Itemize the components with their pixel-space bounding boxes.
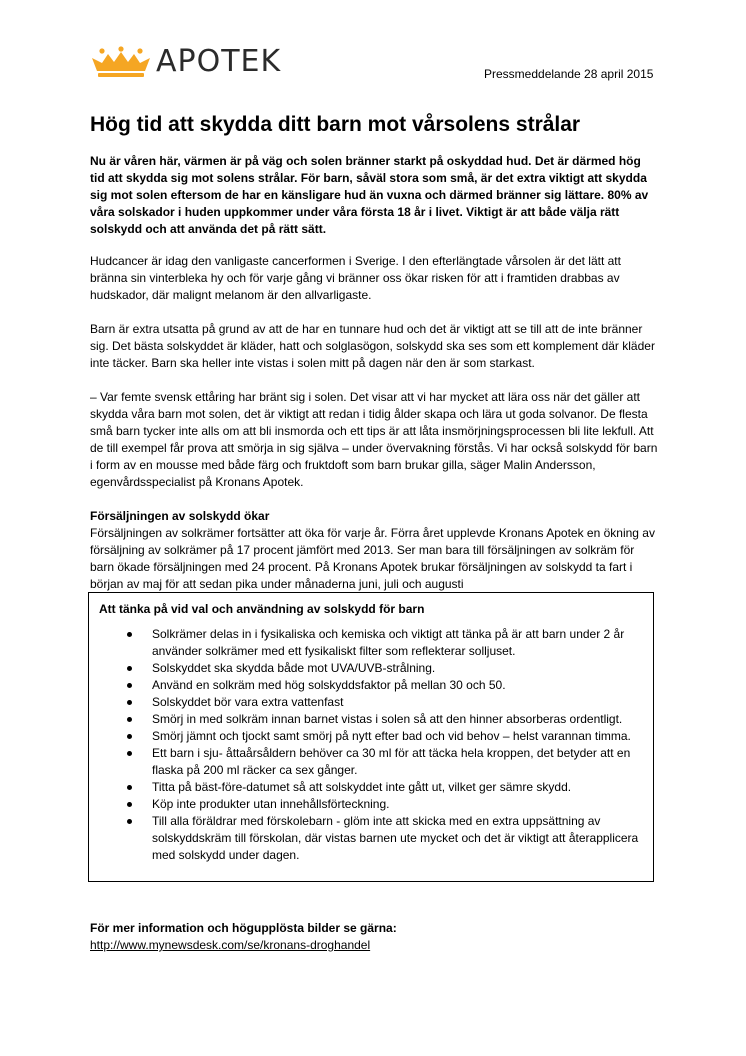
mynewsdesk-link[interactable]: http://www.mynewsdesk.com/se/kronans-droghandel	[90, 938, 371, 952]
list-item: Smörj in med solkräm innan barnet vistas i solen så att den hinner absorberas ordentligt.	[152, 711, 643, 728]
more-info-label: För mer information och högupplösta bilder se gärna:	[90, 921, 397, 935]
sales-paragraph: Försäljningen av solkrämer fortsätter att öka för varje år. Förra året upplevde Kronans Apotek en ökning av försäljning av solkrämer på 17 procent jämfört med 2013. Ser man bara till försäljningen av solkräm för barn ökade försäljningen med 24 procent. På Kronans Apotek brukar försäljningen av solskydd ta fart i början av maj för att sedan pika under månaderna juni, juli och augusti	[90, 526, 655, 591]
tips-box	[88, 592, 654, 882]
list-item: Köp inte produkter utan innehållsförteckning.	[152, 796, 643, 813]
footer	[90, 920, 397, 954]
tips-title: Att tänka på vid val och användning av solskydd för barn	[99, 602, 425, 616]
list-item: Solskyddet ska skydda både mot UVA/UVB-strålning.	[152, 660, 643, 677]
article-body	[90, 153, 658, 610]
crown-icon	[90, 46, 152, 78]
lead-paragraph: Nu är våren här, värmen är på väg och solen bränner starkt på oskyddad hud. Det är därmed hög tid att skydda sig mot solens strålar. För barn, såväl stora som små, är det extra viktigt att skydda sig mot solen eftersom de har en känsligare hud än vuxna och därmed bränner sig lättare. 80% av våra solskador i huden uppkommer under våra första 18 år i livet. Viktigt är att både välja rätt solskydd och att använda det på rätt sätt.	[90, 154, 649, 236]
list-item: Solkrämer delas in i fysikaliska och kemiska och viktigt att tänka på är att barn under 2 år använder solkrämer med ett fysikaliskt filter som reflekterar solljuset.	[152, 626, 643, 660]
list-item: Ett barn i sju- åttaårsåldern behöver ca 30 ml för att täcka hela kroppen, det betyder att en flaska på 200 ml räcker ca sex gånger.	[152, 745, 643, 779]
body-paragraph: – Var femte svensk ettåring har bränt sig i solen. Det visar att vi har mycket att lära oss när det gäller att skydda våra barn mot solen, det är viktigt att redan i tidig ålder skapa och lära ut goda solvanor. De flesta små barn tycker inte alls om att bli insmorda och ett tips är att låta insmörjningsprocessen bli lite lekfull. Att de till exempel får prova att smörja in sig själva – under övervakning förstås. Vi har också solskydd för barn i form av en mousse med både färg och fruktdoft som barn brukar gilla, säger Malin Andersson, egenvårdsspecialist på Kronans Apotek.	[90, 390, 658, 489]
press-date: Pressmeddelande 28 april 2015	[484, 67, 654, 81]
logo-text: APOTEK	[156, 44, 282, 79]
list-item: Smörj jämnt och tjockt samt smörj på nytt efter bad och vid behov – helst varannan timma.	[152, 728, 643, 745]
tips-list	[99, 626, 643, 864]
sales-heading: Försäljningen av solskydd ökar	[90, 509, 270, 523]
body-paragraph: Barn är extra utsatta på grund av att de har en tunnare hud och det är viktigt att se till att de inte bränner sig. Det bästa solskyddet är kläder, hatt och solglasögon, solskydd ska ses som ett komplement där kläder inte täcker. Barn ska heller inte vistas i solen mitt på dagen när den är som starkast.	[90, 322, 655, 370]
list-item: Titta på bäst-före-datumet så att solskyddet inte gått ut, vilket ger sämre skydd.	[152, 779, 643, 796]
body-paragraph: Hudcancer är idag den vanligaste cancerformen i Sverige. I den efterlängtade vårsolen är det lätt att bränna sin vinterbleka hy och för varje gång vi bränner oss ökar risken för att i framtiden drabbas av hudskador, där malignt melanom är den allvarligaste.	[90, 254, 621, 302]
list-item: Till alla föräldrar med förskolebarn - glöm inte att skicka med en extra uppsättning av solskyddskräm till förskolan, där vistas barnen ute mycket och det är viktigt att återapplicera med solskydd under dagen.	[152, 813, 643, 864]
list-item: Solskyddet bör vara extra vattenfast	[152, 694, 643, 711]
apotek-logo	[90, 46, 281, 78]
page-title: Hög tid att skydda ditt barn mot vårsolens strålar	[90, 113, 581, 136]
list-item: Använd en solkräm med hög solskyddsfaktor på mellan 30 och 50.	[152, 677, 643, 694]
